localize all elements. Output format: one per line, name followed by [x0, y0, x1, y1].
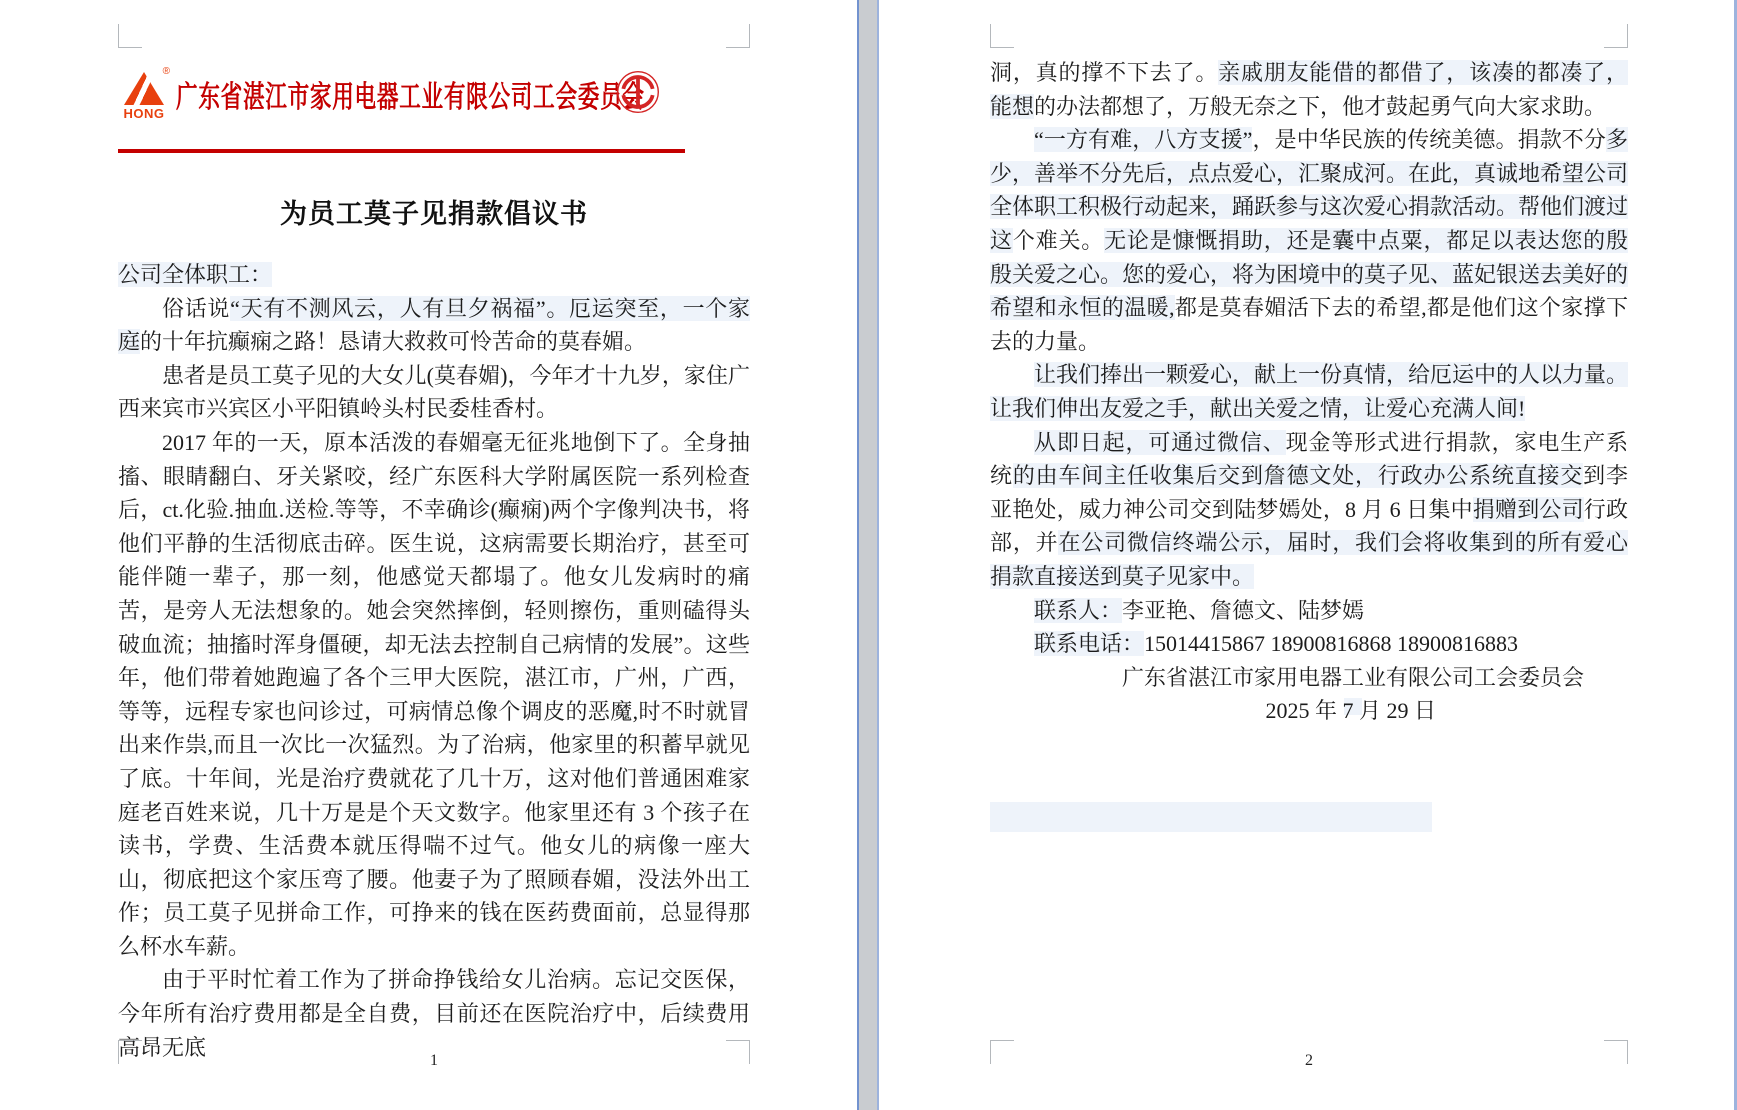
text-run: 到李亚艳处，威力神公司交到陆梦嫣处，8 月 6 日集中: [990, 463, 1628, 522]
text-run: 现金等形式进行捐款，家电生产系统: [990, 429, 1628, 489]
text-run: ，是中华民族的传统美德。捐款不分: [1252, 127, 1606, 153]
text-run: 患者是员工莫子见的大女儿(莫春媚)，今年才十九岁，家住广西来宾市兴宾区小平阳镇岭头村民委桂香村。: [118, 362, 750, 422]
date-highlight-strip: [990, 802, 1432, 832]
text-run: 由于平时忙着工作为了拼命挣钱给女儿治病。忘记交医保，今年所有治疗费用都是全自费，目前还在医院治疗中，后续费用高昂无底: [118, 967, 750, 1060]
highlighted-text: 在公司微信终端公示，届时，我们会将收集到的所有爱心捐款直接送到莫子见家中。: [990, 530, 1628, 589]
trade-union-emblem-icon: [616, 70, 660, 114]
paragraph: [118, 292, 750, 359]
paragraph: [990, 627, 1628, 661]
paragraph: [990, 594, 1628, 628]
highlighted-text: 的由车间主任收集后交到詹德文处，行政办公系统直接交: [1012, 463, 1584, 489]
highlighted-text: 让我们捧出一颗爱心，献上一份真情，给厄运中的人以力量。: [1034, 362, 1629, 388]
text-run: 个难关。: [1012, 227, 1105, 253]
letterhead: [118, 66, 750, 146]
page-2-paragraphs: [990, 56, 1628, 661]
page-number: 2: [1305, 1052, 1313, 1069]
highlighted-text: 从即日起，可通过微信、: [1034, 429, 1286, 455]
page-gap-divider: [857, 0, 879, 1110]
highlighted-text: 捐赠到公司: [1472, 496, 1584, 522]
paragraph: [990, 123, 1628, 358]
highlighted-text: 无论是慷慨捐助，还是囊中点粟，都足以表达您的殷殷关爱之心。您的爱心，将为困境中的莫子见、蓝妃银送去美好的希望和永恒的温暖,: [990, 227, 1629, 321]
company-logo-text: HONG: [123, 106, 165, 121]
crop-mark-top-left: [118, 24, 142, 48]
highlighted-text: “一方有难，八方支援”: [1034, 127, 1253, 153]
page-2-body: [990, 56, 1628, 728]
organization-name: 广东省湛江市家用电器工业有限公司工会委员会: [176, 81, 645, 114]
company-logo: [120, 66, 170, 121]
highlighted-text: 联系人：: [1034, 597, 1123, 623]
text-run: 的十年抗癫痫之路！恳请大救救可怜苦命的莫春媚。: [140, 329, 647, 355]
signature-org-name: 广东省湛江市家用电器工业有限公司工会委员会: [1121, 664, 1584, 690]
highlighted-text: 联系电话：: [1034, 631, 1145, 657]
page-1-body: [118, 258, 750, 1064]
document-page-2: [879, 0, 1730, 1110]
highlighted-text: 让我们伸出友爱之手，献出关爱之情，让爱心充满人间!: [990, 395, 1526, 421]
page-number: 1: [430, 1052, 438, 1069]
text-run: 俗话说: [162, 295, 231, 321]
highlighted-text: “天有不测风云，人有旦夕祸福”。厄运突至，一个家庭: [118, 295, 750, 355]
highlighted-text: 亲戚朋友能借的都借了，该凑的都凑了，能想: [990, 60, 1628, 119]
paragraph: [118, 359, 750, 426]
registered-trademark-icon: ®: [162, 66, 170, 77]
paragraph: [118, 426, 750, 964]
text-run: 行政部，并: [990, 496, 1628, 556]
paragraph: [990, 426, 1628, 594]
text-run: 洞，真的撑不下去了。: [990, 60, 1219, 85]
paragraph: [118, 258, 750, 292]
crop-mark-top-right: [1604, 24, 1628, 48]
document-page-1: [0, 0, 857, 1110]
text-run: 2017 年的一天，原本活泼的春媚毫无征兆地倒下了。全身抽搐、眼睛翻白、牙关紧咬，经广东医科大学附属医院一系列检查后，ct.化验.抽血.送检.等等，不幸确诊(癫痫)两个字像判决书，将他们平静的生活彻底击碎。医生说，这病需要长期治疗，甚至可能伴随一辈子，那一刻，他感觉天都塌了。他女儿发病时的痛苦，是旁人无法想象的。她会突然摔倒，轻则擦伤，重则磕得头破血流；抽搐时浑身僵硬，却无法去控制自己病情的发展”。这些年，他们带着她跑遍了各个三甲大医院，湛江市，广州，广西，等等，远程专家也问诊过，可病情总像个调皮的恶魔,时不时就冒出来作祟,而且一次比一次猛烈。为了治病，他家里的积蓄早就见了底。十年间，光是治疗费就花了几十万，这对他们普通困难家庭老百姓来说，几十万是是个天文数字。他家里还有 3 个孩子在读书，学费、生活费本就压得喘不过气。他女儿的病像一座大山，彻底把这个家压弯了腰。他妻子为了照顾春媚，没法外出工作；员工莫子见拼命工作，可挣来的钱在医药费面前，总显得那么杯水车薪。: [118, 429, 750, 959]
highlighted-text: 多少，善举不分先后，点点爱心，汇聚成河。在此，真诚地希望公司全体职工积极行动起来，踊跃参与这次爱心捐款活动。帮他们渡过这: [990, 127, 1629, 253]
crop-mark-top-left: [990, 24, 1014, 48]
triangle-logo-icon: [124, 72, 164, 105]
highlighted-text: 公司全体职工：: [118, 262, 273, 287]
crop-mark-top-right: [726, 24, 750, 48]
paragraph: [990, 358, 1628, 425]
text-run: 都是莫春媚活下去的希望,都是他们这个家撑下去的力量。: [990, 295, 1628, 354]
text-run: 15014415867 18900816868 18900816883: [1144, 631, 1519, 657]
paragraph: [990, 56, 1628, 123]
text-run: 的办法都想了，万般无奈之下，他才鼓起勇气向大家求助。: [1034, 93, 1607, 119]
header-rule-line: [118, 149, 685, 153]
signature-date: 2025 年 7 月 29 日: [1265, 698, 1436, 724]
document-title: 为员工莫子见捐款倡议书: [280, 199, 588, 229]
paragraph: [118, 963, 750, 1064]
text-run: 李亚艳、詹德文、陆梦嫣: [1122, 597, 1365, 623]
